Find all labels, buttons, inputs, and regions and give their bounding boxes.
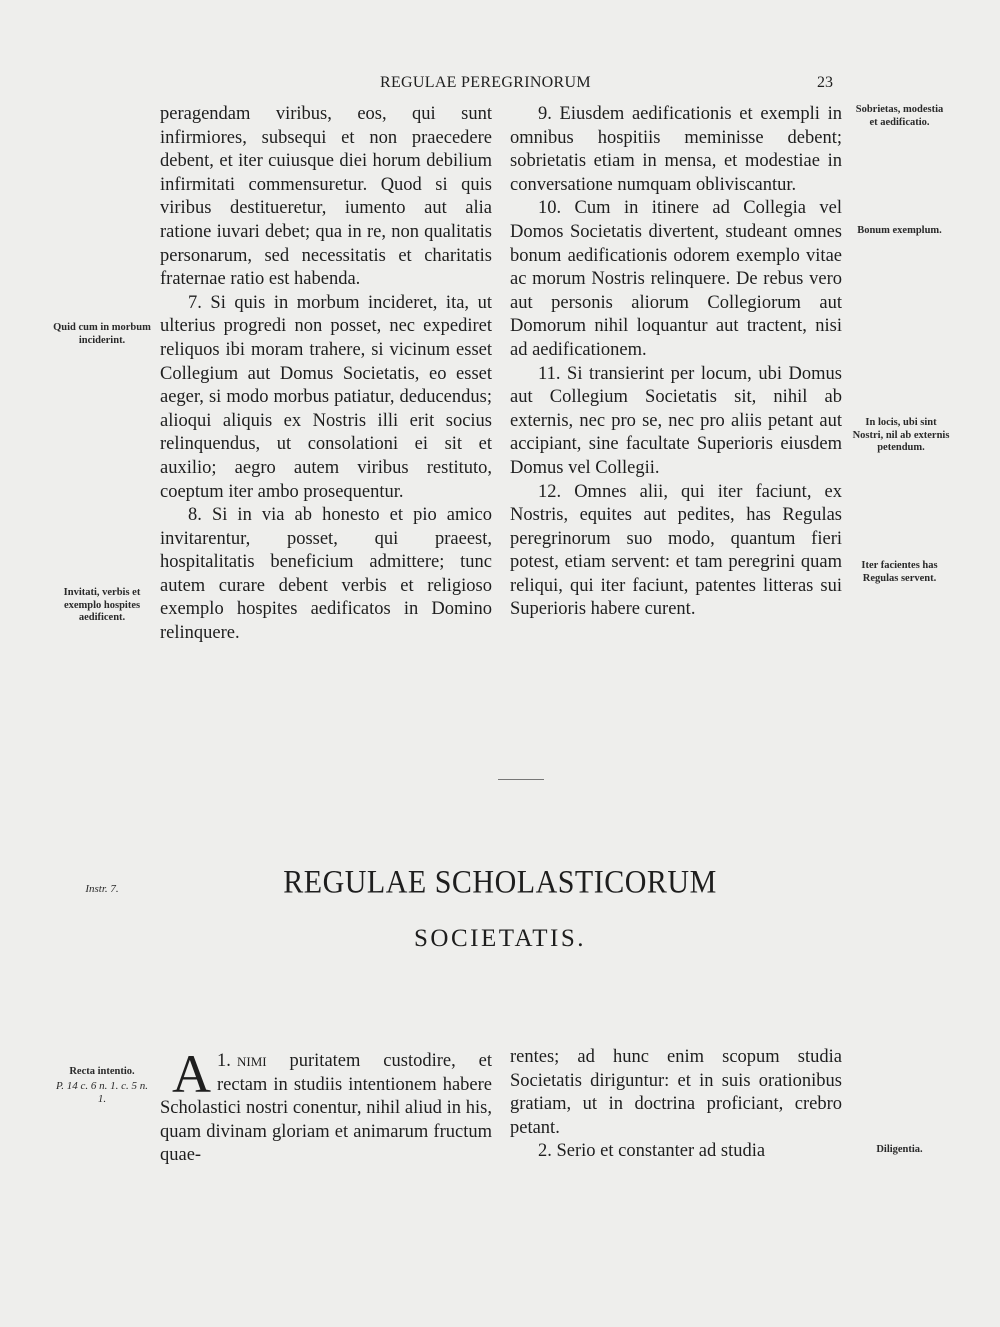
running-title: REGULAE PEREGRINORUM [380,74,591,91]
margin-note-recta-ref: P. 14 c. 6 n. 1. c. 5 n. 1. [55,1080,149,1105]
paragraph: 8. Si in via ab honesto et pio amico invitarentur, posset, qui praeest, hospitalitatis beneficium admittere; tunc autem curare debent verbis et religioso exemplo hospites aedificatos in Domino relinquere. [160,505,492,644]
paragraph: 10. Cum in itinere ad Collegia vel Domos Societatis divertent, studeant omnes bonum aedificationis odorem exemplo vitae ac morum Nostris relinquere. De rebus vero aut personis aliorum Collegiorum aut Domorum nihil loquantur aut tractent, nisi ad aedificationem. [510,198,842,360]
text-column-left-bottom [160,1044,492,1168]
paragraph-1 [160,1044,492,1168]
margin-note-in-locis: In locis, ubi sint Nostri, nil ab externis petendum. [852,417,950,453]
paragraph: 11. Si transierint per locum, ubi Domus aut Collegium Societatis sit, nihil ab externis, nec pro se, nec pro aliis petant aut accipiant, sine facultate Superioris eiusdem Domus vel Collegii. [510,363,842,478]
text-column-right-top [510,103,842,622]
small-caps-word: nimi [237,1051,267,1071]
paragraph: 9. Eiusdem aedificationis et exempli in omnibus hospitiis meminisse debent; sobrietatis etiam in mensa, et modestiae in conversatione numquam obliviscantur. [510,104,842,195]
paragraph: 12. Omnes alii, qui iter faciunt, ex Nostris, equites aut pedites, has Regulas peregrinorum suo modo, quantum fieri potest, etiam servent: et tam peregrini quam reliqui, qui iter faciunt, patentes litteras sui Superioris habere curent. [510,481,842,620]
page-number: 23 [817,74,833,91]
paragraph: 7. Si quis in morbum incideret, ita, ut ulterius progredi non posset, nec expediret reliquos ibi moram trahere, si vicinum esset Collegium aut Domus Societatis, eo esset aeger, si modo morbus patiatur, deducendus; alioqui aliquis ex Nostris illi erit socius relinquendus, ut consolationi ei sit et auxilio; aegro autem viribus restituto, coeptum iter ambo prosequentur. [160,292,492,502]
section-divider [498,779,544,780]
section-subtitle: SOCIETATIS. [413,925,587,952]
paragraph: peragendam viribus, eos, qui sunt infirmiores, subsequi et non praecedere debent, et iter cuiusque diei horum debilium infirmitati commensuretur. Quod si quis viribus destitueretur, iumento aut alia ratione iuvari debet; qua in re, non qualitatis personarum, sed necessitatis et charitatis fraternae ratio est habenda. [160,104,492,290]
margin-note-diligentia: Diligentia. [876,1144,923,1155]
paragraph: rentes; ad hunc enim scopum studia Societatis diriguntur: et in suis orationibus gratiam, ut in doctrina proficiant, crebro petant. [510,1047,842,1138]
margin-note-recta: Recta intentio. [69,1066,135,1077]
drop-cap: A [172,1044,211,1104]
margin-note-sobrietas: Sobrietas, modestia et aedificatio. [855,104,944,128]
margin-note-invitati: Invitati, verbis et exemplo hospites aedificent. [63,587,141,623]
margin-note-quid-cum: Quid cum in morbum inciderint. [53,322,151,346]
section-title: REGULAE SCHOLASTICORUM [283,864,717,901]
margin-note-instr: Instr. 7. [85,883,119,895]
margin-note-bonum: Bonum exemplum. [857,225,942,236]
text-column-right-bottom [510,1046,842,1164]
paragraph-number: 1. [217,1051,231,1071]
margin-note-iter: Iter facientes has Regulas servent. [861,560,938,584]
paragraph: 2. Serio et constanter ad studia [538,1141,766,1162]
paragraph-text: puritatem custodire, et rectam in studiis intentionem habere Scholastici nostri conentur, nihil aliud in his, quam divinam gloriam et animarum fructum quae- [160,1051,492,1166]
text-column-left-top [160,103,492,646]
